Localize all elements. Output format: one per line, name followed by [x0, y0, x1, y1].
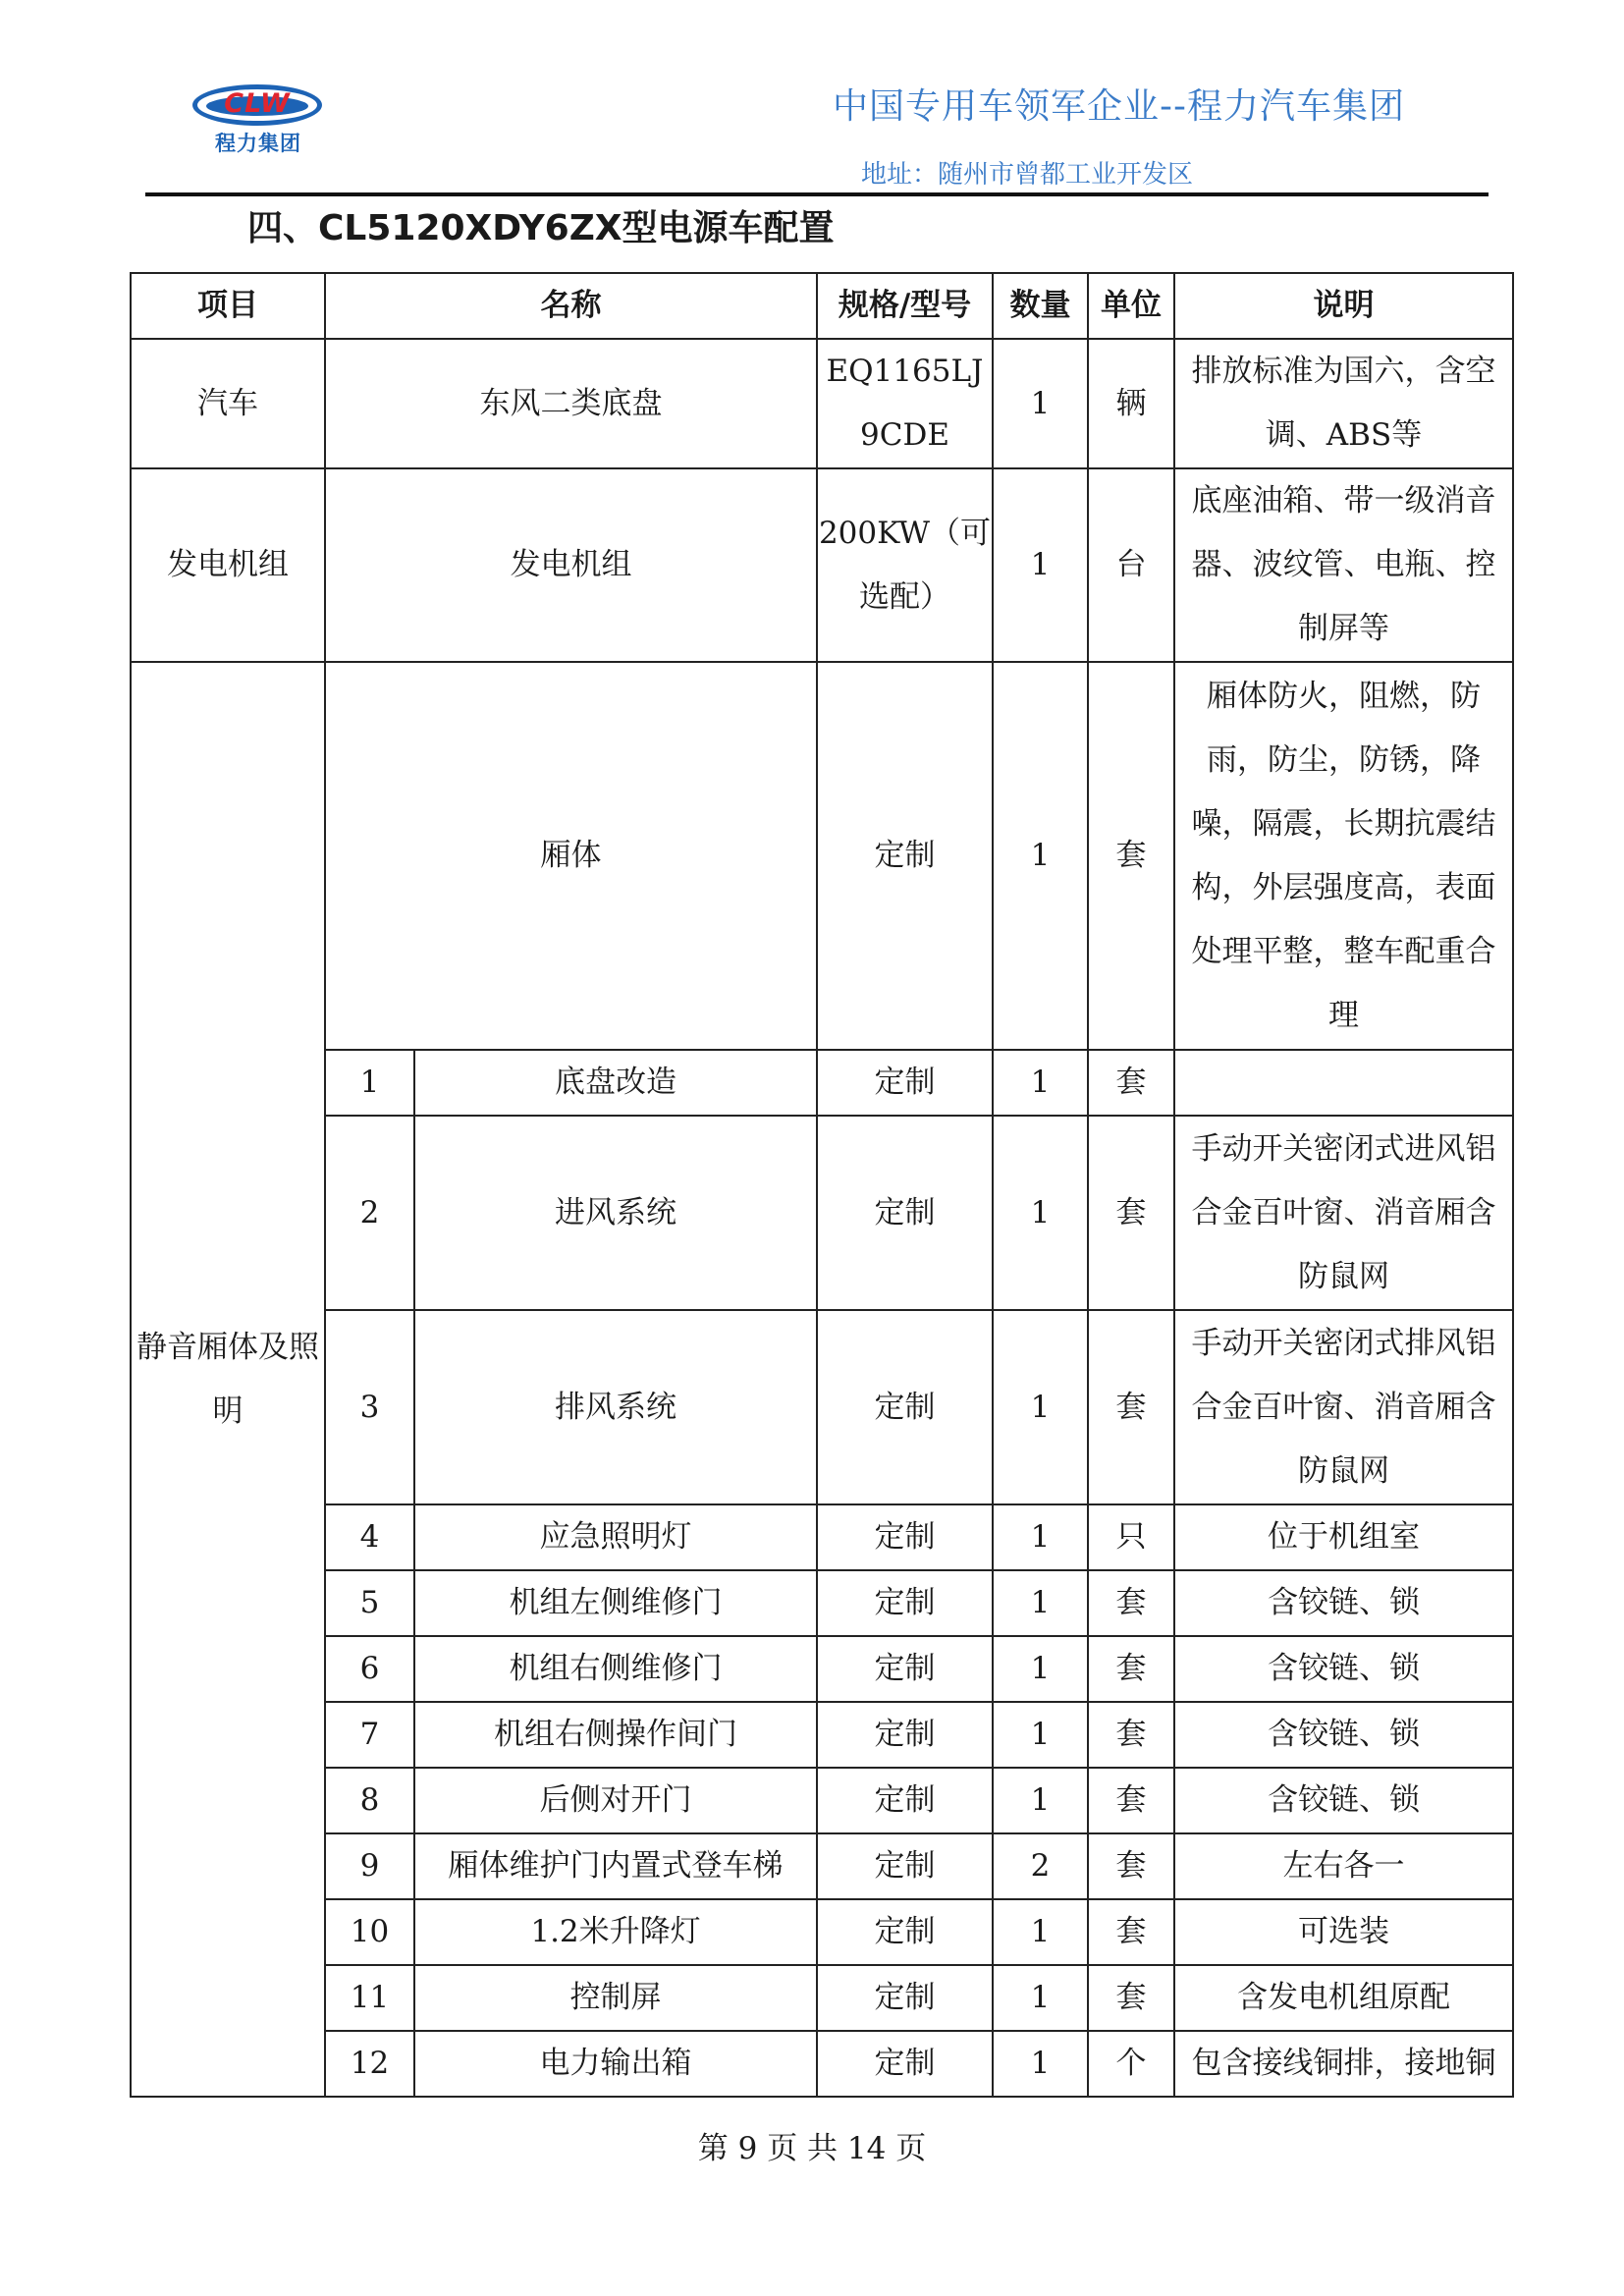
cell-note: 含铰链、锁: [1174, 1702, 1513, 1768]
cell-no: 8: [325, 1768, 414, 1833]
cell-unit: 套: [1088, 1310, 1174, 1504]
table-row: [131, 1570, 1513, 1636]
table-row: [131, 2031, 1513, 2097]
cell-item-group: 静音厢体及照明: [131, 662, 325, 2097]
cell-spec: 定制: [817, 1965, 993, 2031]
cell-no: 6: [325, 1636, 414, 1702]
cell-name: 后侧对开门: [414, 1768, 817, 1833]
cell-no: 2: [325, 1116, 414, 1310]
cell-note: 排放标准为国六，含空调、ABS等: [1174, 339, 1513, 468]
cell-item: 汽车: [131, 339, 325, 468]
cell-name: 厢体: [325, 662, 817, 1050]
cell-name: 应急照明灯: [414, 1504, 817, 1570]
cell-unit: 台: [1088, 468, 1174, 662]
cell-spec: 定制: [817, 1570, 993, 1636]
cell-no: 11: [325, 1965, 414, 2031]
cell-name: 1.2米升降灯: [414, 1899, 817, 1965]
cell-qty: 1: [993, 662, 1088, 1050]
header-item: 项目: [131, 273, 325, 339]
cell-unit: 套: [1088, 1636, 1174, 1702]
cell-name: 进风系统: [414, 1116, 817, 1310]
table-row: [131, 1116, 1513, 1310]
cell-qty: 1: [993, 1310, 1088, 1504]
table-row: [131, 1310, 1513, 1504]
cell-note: 含铰链、锁: [1174, 1768, 1513, 1833]
cell-unit: 套: [1088, 1899, 1174, 1965]
cell-no: 1: [325, 1050, 414, 1116]
cell-unit: 套: [1088, 1965, 1174, 2031]
cell-no: 3: [325, 1310, 414, 1504]
cell-name: 机组右侧维修门: [414, 1636, 817, 1702]
cell-name: 电力输出箱: [414, 2031, 817, 2097]
header-note: 说明: [1174, 273, 1513, 339]
company-logo: [192, 84, 326, 159]
cell-unit: 辆: [1088, 339, 1174, 468]
cell-spec: 定制: [817, 2031, 993, 2097]
company-address: 地址：随州市曾都工业开发区: [861, 160, 1194, 190]
table-row: [131, 1833, 1513, 1899]
cell-qty: 1: [993, 1570, 1088, 1636]
cell-spec: 定制: [817, 1702, 993, 1768]
cell-note: [1174, 1050, 1513, 1116]
cell-qty: 1: [993, 1965, 1088, 2031]
cell-name: 机组右侧操作间门: [414, 1702, 817, 1768]
cell-note: 位于机组室: [1174, 1504, 1513, 1570]
cell-note: 包含接线铜排，接地铜: [1174, 2031, 1513, 2097]
cell-spec: 定制: [817, 1504, 993, 1570]
cell-qty: 1: [993, 468, 1088, 662]
cell-name: 机组左侧维修门: [414, 1570, 817, 1636]
cell-note: 底座油箱、带一级消音器、波纹管、电瓶、控制屏等: [1174, 468, 1513, 662]
table-row: [131, 339, 1513, 468]
cell-name: 排风系统: [414, 1310, 817, 1504]
cell-no: 10: [325, 1899, 414, 1965]
table-row: [131, 1899, 1513, 1965]
cell-name: 发电机组: [325, 468, 817, 662]
cell-unit: 套: [1088, 1570, 1174, 1636]
cell-unit: 套: [1088, 1833, 1174, 1899]
cell-unit: 只: [1088, 1504, 1174, 1570]
cell-note: 手动开关密闭式进风铝合金百叶窗、消音厢含防鼠网: [1174, 1116, 1513, 1310]
header-qty: 数量: [993, 273, 1088, 339]
cell-unit: 套: [1088, 1116, 1174, 1310]
table-row: [131, 1965, 1513, 2031]
header-divider: [145, 192, 1489, 196]
cell-spec: EQ1165LJ9CDE: [817, 339, 993, 468]
cell-qty: 1: [993, 1050, 1088, 1116]
cell-note: 厢体防火，阻燃，防雨，防尘，防锈，降噪，隔震，长期抗震结构，外层强度高，表面处理平整，整车配重合理: [1174, 662, 1513, 1050]
cell-spec: 定制: [817, 1116, 993, 1310]
company-slogan: 中国专用车领军企业--程力汽车集团: [833, 86, 1405, 127]
cell-note: 含铰链、锁: [1174, 1570, 1513, 1636]
cell-note: 左右各一: [1174, 1833, 1513, 1899]
cell-unit: 套: [1088, 1050, 1174, 1116]
cell-note: 含铰链、锁: [1174, 1636, 1513, 1702]
cell-spec: 定制: [817, 1899, 993, 1965]
cell-name: 东风二类底盘: [325, 339, 817, 468]
table-row: [131, 662, 1513, 1050]
table-row: [131, 1050, 1513, 1116]
cell-note: 含发电机组原配: [1174, 1965, 1513, 2031]
table-row: [131, 468, 1513, 662]
header-spec: 规格/型号: [817, 273, 993, 339]
cell-no: 5: [325, 1570, 414, 1636]
cell-qty: 2: [993, 1833, 1088, 1899]
header-unit: 单位: [1088, 273, 1174, 339]
cell-qty: 1: [993, 1636, 1088, 1702]
cell-qty: 1: [993, 1899, 1088, 1965]
header-name: 名称: [325, 273, 817, 339]
cell-qty: 1: [993, 1768, 1088, 1833]
cell-spec: 定制: [817, 1833, 993, 1899]
config-table: [130, 272, 1514, 2098]
cell-note: 手动开关密闭式排风铝合金百叶窗、消音厢含防鼠网: [1174, 1310, 1513, 1504]
table-row: [131, 1636, 1513, 1702]
cell-no: 7: [325, 1702, 414, 1768]
logo-text: 程力集团: [215, 132, 301, 155]
table-row: [131, 1504, 1513, 1570]
cell-unit: 套: [1088, 1702, 1174, 1768]
cell-qty: 1: [993, 1702, 1088, 1768]
cell-spec: 定制: [817, 662, 993, 1050]
cell-qty: 1: [993, 1504, 1088, 1570]
cell-name: 厢体维护门内置式登车梯: [414, 1833, 817, 1899]
logo-letters: CLW: [224, 88, 291, 119]
cell-qty: 1: [993, 1116, 1088, 1310]
cell-no: 4: [325, 1504, 414, 1570]
cell-item: 发电机组: [131, 468, 325, 662]
cell-name: 控制屏: [414, 1965, 817, 2031]
cell-unit: 套: [1088, 662, 1174, 1050]
cell-name: 底盘改造: [414, 1050, 817, 1116]
table-row: [131, 1768, 1513, 1833]
cell-unit: 套: [1088, 1768, 1174, 1833]
cell-spec: 定制: [817, 1310, 993, 1504]
cell-no: 9: [325, 1833, 414, 1899]
page-number: 第 9 页 共 14 页: [697, 2131, 927, 2166]
cell-spec: 定制: [817, 1636, 993, 1702]
cell-qty: 1: [993, 2031, 1088, 2097]
cell-qty: 1: [993, 339, 1088, 468]
cell-spec: 定制: [817, 1768, 993, 1833]
cell-note: 可选装: [1174, 1899, 1513, 1965]
cell-spec: 定制: [817, 1050, 993, 1116]
cell-no: 12: [325, 2031, 414, 2097]
table-header-row: [131, 273, 1513, 339]
page-title: 四、CL5120XDY6ZX型电源车配置: [247, 208, 835, 248]
cell-spec: 200KW（可选配）: [817, 468, 993, 662]
table-row: [131, 1702, 1513, 1768]
cell-unit: 个: [1088, 2031, 1174, 2097]
